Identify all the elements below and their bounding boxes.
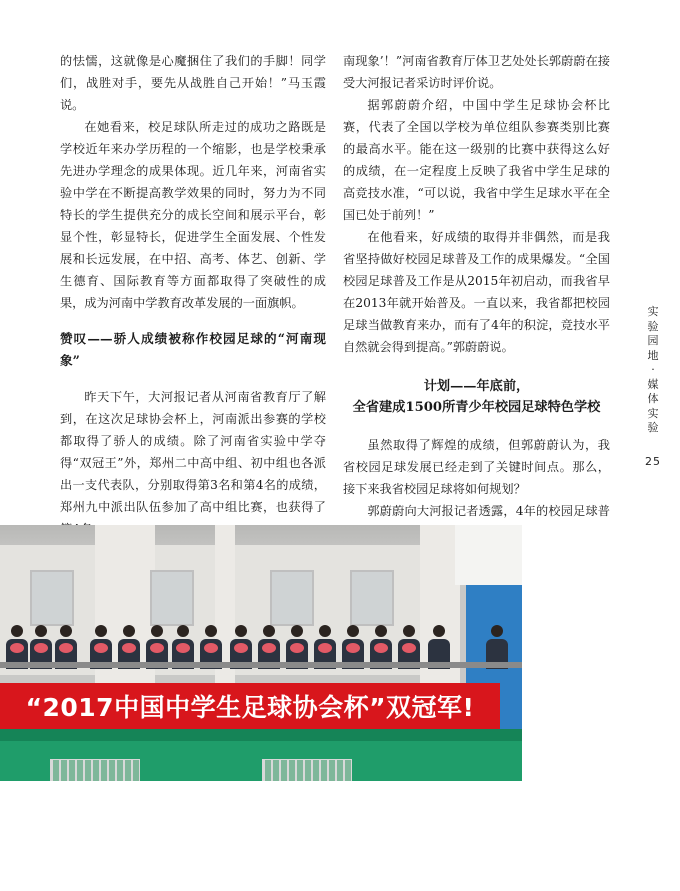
banner-text: “2017中国中学生足球协会杯”双冠军! — [25, 693, 475, 722]
window — [350, 570, 394, 626]
paragraph: 郭蔚蔚向大河报记者透露，4年的校园足球普 — [367, 504, 610, 518]
column-label-char: 验 — [647, 421, 659, 434]
page-number: 25 — [645, 455, 661, 468]
vent-grille — [50, 759, 140, 781]
column-label-char: 验 — [647, 319, 659, 333]
column-label-char: 地 — [647, 348, 659, 362]
paragraph: 的怯懦，这就像是心魔捆住了我们的手脚！同学们，战胜对手，要先从战胜自己开始！”马玉霞说。 — [60, 54, 326, 112]
left-column — [60, 50, 326, 606]
vent-grille — [262, 759, 352, 781]
green-wall-stripe — [0, 729, 522, 741]
paragraph: 虽然取得了辉煌的成绩，但郭蔚蔚认为，我省校园足球发展已经走到了关键时间点。那么，接下来我省校园足球将如何规划？ — [343, 438, 610, 496]
window — [270, 570, 314, 626]
team-photo — [0, 525, 522, 781]
paragraph: 昨天下午，大河报记者从河南省教育厅了解到，在这次足球协会杯上，河南派出参赛的学校都取得了骄人的成绩。除了河南省实验中学夺得“双冠王”外，郑州二中高中组、初中组也各派出一支代表队，分别取得第3名和第4名的成绩，郑州九中派出队伍参加了高中组比赛，也获得了 — [60, 390, 326, 514]
paragraph: 在她看来，校足球队所走过的成功之路既是学校近年来办学历程的一个缩影，也是学校秉承先进办学理念的成果体现。近几年来，河南省实验中学在不断提高教学效果的同时，努力为不同特长的学生提供充分的成长空间和展示平台，彰显个性，彰显特长，促进学生全面发展、个性发展和长远发展，在中招、高考、体艺、创新、学生德育、国际教育等方面都取得了突破性的成果，成为河南中学教育改革发展的一面旗帜。 — [60, 120, 326, 310]
column-label — [642, 305, 664, 436]
column-label-char: 体 — [647, 392, 659, 405]
column-label-char: 实 — [647, 305, 659, 318]
paragraph: 南现象’！”河南省教育厅体卫艺处处长郭蔚蔚在接受大河报记者采访时评价说。 — [343, 54, 610, 90]
banner — [0, 683, 500, 729]
right-column — [343, 50, 610, 544]
section-heading-line: 全省建成1500所青少年校园足球特色学校 — [352, 400, 601, 415]
railing — [0, 662, 522, 668]
section-heading-line: 计划——年底前， — [423, 379, 530, 394]
paragraph: 在他看来，好成绩的取得并非偶然，而是我省坚持做好校园足球普及工作的成果爆发。“全国校园足球普及工作是从2015年初启动，而我省早在2013年就开始普及。一直以来，我省都把校园足球当做教育来办，而有了4年的积淀，竞技水平自然就会得到提高。”郭蔚蔚说。 — [343, 230, 610, 354]
stand-wall — [455, 525, 522, 585]
column-label-char: 实 — [647, 406, 659, 420]
window — [150, 570, 194, 626]
paragraph: 据郭蔚蔚介绍，中国中学生足球协会杯比赛，代表了全国以学校为单位组队参赛类别比赛的最高水平。能在这一级别的比赛中获得这么好的成绩，在一定程度上反映了我省中学生足球的高竞技水准，“可以说，我省中学生足球水平在全国已处于前列！” — [343, 98, 610, 222]
column-label-char: · — [651, 363, 655, 376]
column-label-char: 园 — [647, 334, 659, 347]
column-label-char: 媒 — [647, 377, 659, 391]
team-row — [0, 625, 522, 677]
section-heading: 赞叹——骄人成绩被称作校园足球的“河南现象” — [60, 331, 326, 368]
section-heading — [343, 376, 610, 418]
window — [30, 570, 74, 626]
